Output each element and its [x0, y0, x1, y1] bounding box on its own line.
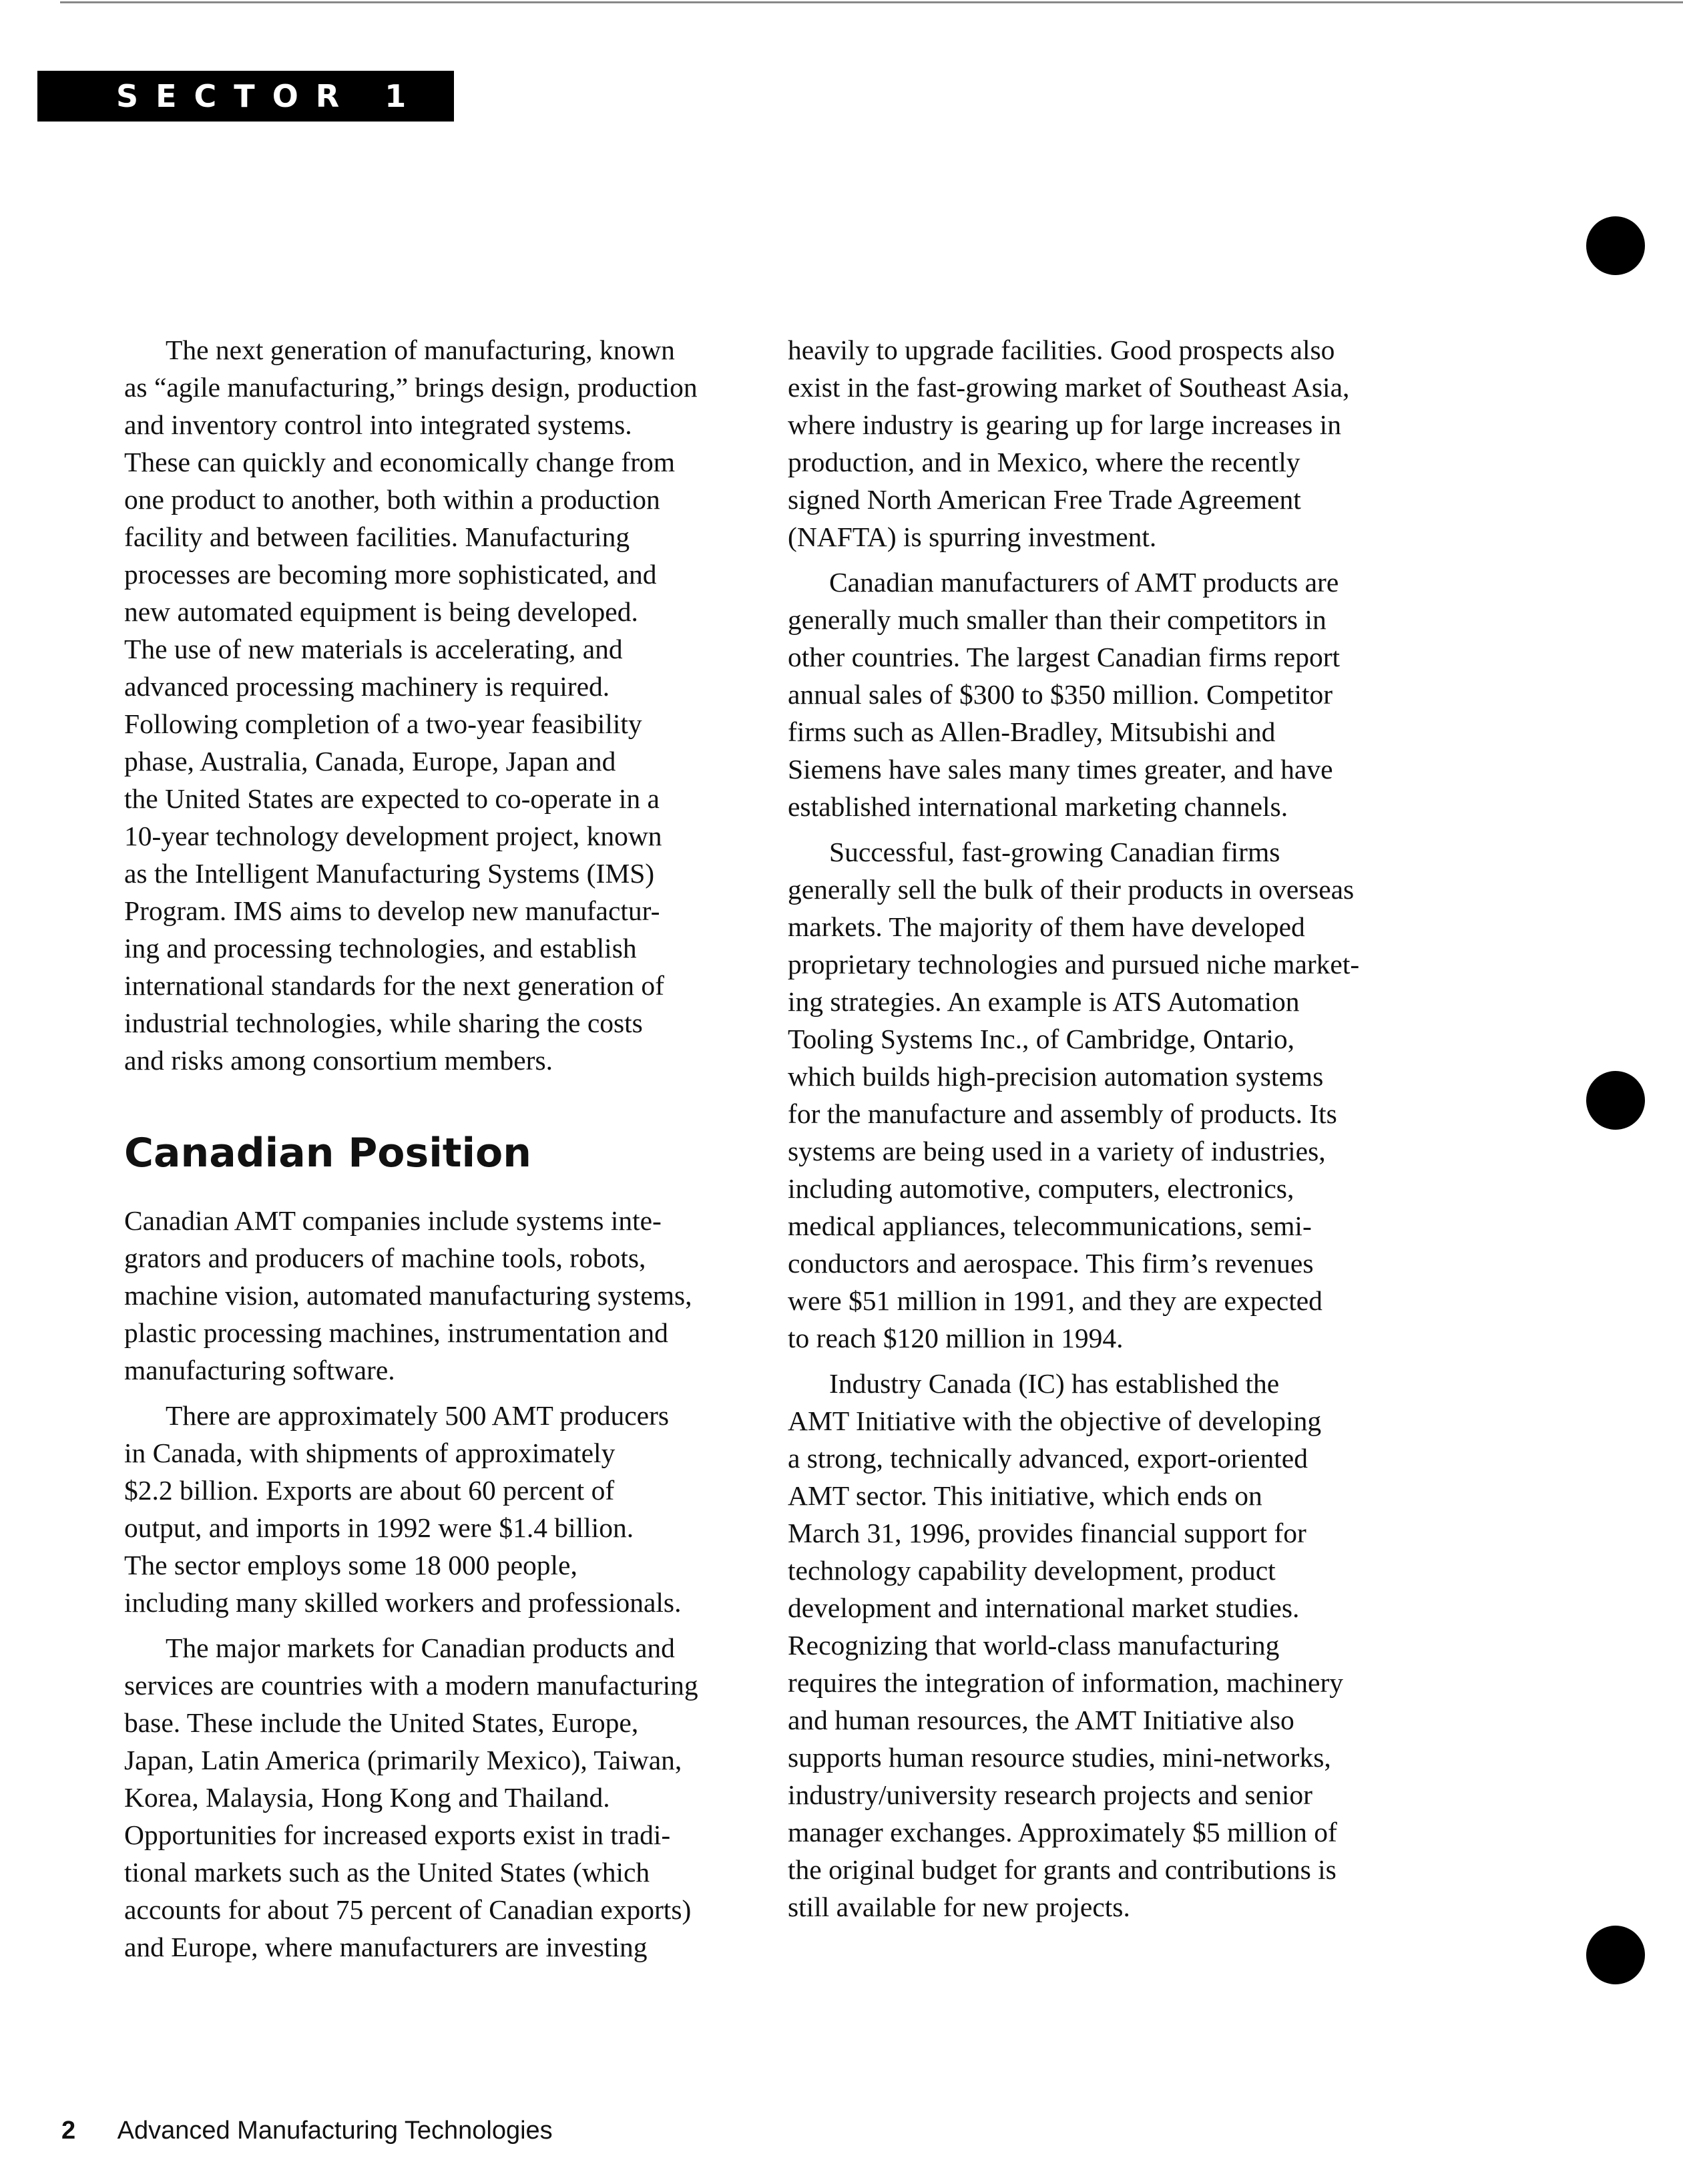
binder-hole-middle: [1586, 1071, 1645, 1130]
binder-hole-top: [1586, 216, 1645, 275]
page-footer: [61, 2114, 553, 2147]
footer-title: Advanced Manufacturing Technologies: [117, 2117, 553, 2145]
body-paragraph: heavily to upgrade facilities. Good prospects also exist in the fast-growing market of Southeast Asia, where industry is gearing up for large increases in production, and in Mexico, where the recently signed North American Free Trade Agreement (NAFTA) is spurring investment.: [788, 335, 1350, 552]
body-paragraph: The next generation of manufacturing, known as “agile manufacturing,” brings design, production and inventory control into integrated systems. These can quickly and economically change from one product to another, both within a production facility and between facilities. Manufacturing processes are becoming more sophisticated, and new automated equipment is being developed. The use of new materials is accelerating, and advanced processing machinery is required. Following completion of a two-year feasibility phase, Australia, Canada, Europe, Japan and the United States are expected to co-operate in a 10-year technology development project, known as the Intelligent Manufacturing Systems (IMS) Program. IMS aims to develop new manufactur- ing and processing technologies, and establish international standards for the next generation of industrial technologies, while sharing the costs and risks among consortium members.: [124, 335, 698, 1076]
body-paragraph: There are approximately 500 AMT producers in Canada, with shipments of approximately $2.2 billion. Exports are about 60 percent of output, and imports in 1992 were $1.4 billion. The sector employs some 18 000 people, including many skilled workers and professionals.: [124, 1400, 682, 1618]
top-rule: [60, 1, 1683, 3]
body-paragraph: Industry Canada (IC) has established the AMT Initiative with the objective of developing a strong, technically advanced, export-oriented AMT sector. This initiative, which ends on March 31, 1996, provides financial support for technology capability development, product development and international market studies. Recognizing that world-class manufacturing requires the integration of information, machinery and human resources, the AMT Initiative also supports human resource studies, mini-networks, industry/university research projects and senior manager exchanges. Approximately $5 million of the original budget for grants and contributions is still available for new projects.: [788, 1368, 1344, 1922]
left-column: [124, 331, 732, 1974]
body-paragraph: Successful, fast-growing Canadian firms generally sell the bulk of their products in overseas markets. The majority of them have developed proprietary technologies and pursued niche market- ing strategies. An example is ATS Automation Tooling Systems Inc., of Cambridge, Ontario, which builds high-precision automation systems for the manufacture and assembly of products. Its systems are being used in a variety of industries, including automotive, computers, electronics, medical appliances, telecommunications, semi- conductors and aerospace. This firm’s revenues were $51 million in 1991, and they are expected to reach $120 million in 1994.: [788, 837, 1360, 1353]
sector-label: SECTOR 1: [37, 71, 454, 122]
body-paragraph: The major markets for Canadian products and services are countries with a modern manufacturing base. These include the United States, Europe, Japan, Latin America (primarily Mexico), Taiwan, Korea, Malaysia, Hong Kong and Thailand. Opportunities for increased exports exist in tradi- tional markets such as the United States (which accounts for about 75 percent of Canadian exports) and Europe, where manufacturers are investing: [124, 1632, 698, 1962]
binder-hole-bottom: [1586, 1926, 1645, 1984]
right-column: [788, 331, 1389, 1934]
section-heading: Canadian Position: [124, 1130, 531, 1176]
body-paragraph: Canadian AMT companies include systems inte- grators and producers of machine tools, robots, machine vision, automated manufacturing systems, plastic processing machines, instrumentation and manufacturing software.: [124, 1205, 692, 1385]
body-paragraph: Canadian manufacturers of AMT products are generally much smaller than their competitors in other countries. The largest Canadian firms report annual sales of $300 to $350 million. Competitor firms such as Allen-Bradley, Mitsubishi and Siemens have sales many times greater, and have established international marketing channels.: [788, 567, 1341, 822]
page-number: 2: [61, 2117, 76, 2145]
